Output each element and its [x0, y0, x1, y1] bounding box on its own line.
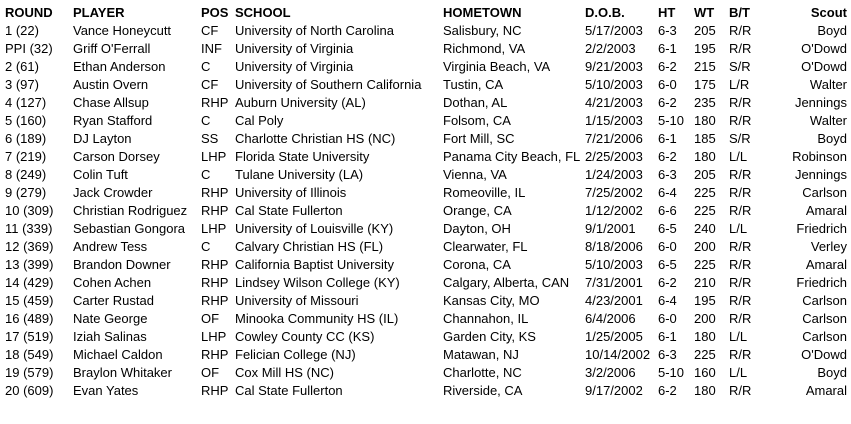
cell-scout: Amaral: [805, 203, 847, 218]
cell-school: Felician College (NJ): [235, 347, 356, 362]
cell-hometown: Salisbury, NC: [443, 23, 522, 38]
cell-ht: 6-5: [658, 257, 677, 272]
cell-player: Chase Allsup: [73, 95, 149, 110]
table-row: [5, 292, 847, 310]
cell-bt: L/L: [729, 365, 748, 380]
cell-dob: 9/21/2003: [585, 59, 643, 74]
cell-dob: 1/24/2003: [585, 167, 643, 182]
cell-dob: 1/15/2003: [585, 113, 643, 128]
cell-dob: 7/25/2002: [585, 185, 643, 200]
cell-wt: 195: [694, 293, 716, 308]
cell-ht: 6-3: [658, 347, 677, 362]
cell-ht: 6-3: [658, 167, 677, 182]
cell-pos: CF: [201, 77, 219, 92]
table-row: [5, 256, 847, 274]
cell-scout: Boyd: [817, 131, 847, 146]
cell-round: 20 (609): [5, 383, 54, 398]
header-player: PLAYER: [73, 5, 125, 20]
cell-ht: 6-0: [658, 311, 677, 326]
cell-school: University of North Carolina: [235, 23, 394, 38]
cell-bt: R/R: [729, 311, 752, 326]
table-row: [5, 220, 847, 238]
cell-round: 1 (22): [5, 23, 39, 38]
cell-pos: INF: [201, 41, 222, 56]
cell-player: Vance Honeycutt: [73, 23, 172, 38]
cell-ht: 6-3: [658, 23, 677, 38]
cell-scout: Robinson: [792, 149, 847, 164]
cell-ht: 6-2: [658, 59, 677, 74]
cell-scout: Walter: [809, 113, 847, 128]
table-row: [5, 328, 847, 346]
cell-scout: Walter: [809, 77, 847, 92]
cell-wt: 235: [694, 95, 716, 110]
cell-school: Cox Mill HS (NC): [235, 365, 334, 380]
cell-bt: L/L: [729, 149, 748, 164]
cell-pos: RHP: [201, 95, 229, 110]
cell-scout: Boyd: [817, 23, 847, 38]
header-bt: B/T: [729, 5, 750, 20]
cell-round: 16 (489): [5, 311, 54, 326]
cell-hometown: Vienna, VA: [443, 167, 507, 182]
cell-scout: Carlson: [802, 293, 847, 308]
cell-round: 17 (519): [5, 329, 54, 344]
cell-dob: 7/31/2001: [585, 275, 643, 290]
cell-wt: 175: [694, 77, 716, 92]
cell-dob: 5/10/2003: [585, 77, 643, 92]
cell-ht: 6-0: [658, 239, 677, 254]
cell-bt: L/L: [729, 221, 748, 236]
cell-player: Andrew Tess: [73, 239, 148, 254]
cell-dob: 6/4/2006: [585, 311, 636, 326]
cell-player: Colin Tuft: [73, 167, 128, 182]
cell-dob: 7/21/2006: [585, 131, 643, 146]
table-row: [5, 382, 847, 400]
header-hometown: HOMETOWN: [443, 5, 522, 20]
cell-round: 14 (429): [5, 275, 54, 290]
cell-dob: 5/17/2003: [585, 23, 643, 38]
cell-bt: L/R: [729, 77, 750, 92]
cell-hometown: Kansas City, MO: [443, 293, 540, 308]
cell-scout: Boyd: [817, 365, 847, 380]
cell-pos: RHP: [201, 275, 229, 290]
cell-scout: Friedrich: [796, 275, 847, 290]
table-row: [5, 40, 847, 58]
cell-school: Tulane University (LA): [235, 167, 364, 182]
cell-pos: C: [201, 113, 211, 128]
header-scout: Scout: [810, 5, 847, 20]
cell-bt: R/R: [729, 185, 752, 200]
cell-pos: C: [201, 239, 211, 254]
cell-ht: 6-4: [658, 293, 677, 308]
table-row: [5, 94, 847, 112]
cell-dob: 1/12/2002: [585, 203, 643, 218]
cell-player: Sebastian Gongora: [73, 221, 186, 236]
cell-round: 2 (61): [5, 59, 39, 74]
cell-round: 11 (339): [5, 221, 53, 236]
cell-pos: RHP: [201, 383, 229, 398]
cell-player: Griff O'Ferrall: [73, 41, 151, 56]
cell-hometown: Channahon, IL: [443, 311, 529, 326]
cell-wt: 205: [694, 167, 716, 182]
cell-ht: 5-10: [658, 365, 685, 380]
cell-school: University of Southern California: [235, 77, 422, 92]
cell-hometown: Clearwater, FL: [443, 239, 528, 254]
cell-bt: R/R: [729, 41, 752, 56]
cell-scout: Carlson: [802, 185, 847, 200]
cell-dob: 8/18/2006: [585, 239, 643, 254]
header-dob: D.O.B.: [585, 5, 625, 20]
cell-wt: 195: [694, 41, 716, 56]
cell-scout: O'Dowd: [801, 59, 847, 74]
cell-dob: 4/23/2001: [585, 293, 643, 308]
cell-hometown: Tustin, CA: [443, 77, 504, 92]
table-row: [5, 22, 847, 40]
cell-scout: O'Dowd: [801, 41, 847, 56]
cell-bt: R/R: [729, 383, 752, 398]
table-row: [5, 202, 847, 220]
cell-scout: Amaral: [805, 257, 847, 272]
cell-scout: Jennings: [794, 167, 847, 182]
cell-wt: 180: [694, 113, 716, 128]
cell-school: Florida State University: [235, 149, 370, 164]
cell-school: Cowley County CC (KS): [235, 329, 375, 344]
cell-wt: 185: [694, 131, 716, 146]
cell-hometown: Romeoville, IL: [443, 185, 526, 200]
table-row: [5, 76, 847, 94]
cell-school: Charlotte Christian HS (NC): [235, 131, 396, 146]
cell-school: University of Illinois: [235, 185, 347, 200]
cell-scout: Carlson: [802, 329, 847, 344]
cell-school: California Baptist University: [235, 257, 394, 272]
cell-wt: 210: [694, 275, 716, 290]
cell-pos: OF: [201, 311, 220, 326]
cell-pos: LHP: [201, 329, 227, 344]
table-row: [5, 274, 847, 292]
cell-player: Braylon Whitaker: [73, 365, 172, 380]
cell-pos: RHP: [201, 347, 229, 362]
table-row: [5, 166, 847, 184]
cell-dob: 9/17/2002: [585, 383, 643, 398]
cell-round: 12 (369): [5, 239, 54, 254]
cell-bt: R/R: [729, 23, 752, 38]
cell-ht: 6-2: [658, 149, 677, 164]
cell-ht: 6-2: [658, 95, 677, 110]
cell-hometown: Riverside, CA: [443, 383, 523, 398]
cell-ht: 6-2: [658, 275, 677, 290]
cell-wt: 215: [694, 59, 716, 74]
cell-bt: R/R: [729, 275, 752, 290]
header-round: ROUND: [5, 5, 53, 20]
cell-player: Christian Rodriguez: [73, 203, 188, 218]
cell-round: 10 (309): [5, 203, 54, 218]
cell-hometown: Charlotte, NC: [443, 365, 522, 380]
cell-wt: 205: [694, 23, 716, 38]
cell-school: University of Virginia: [235, 41, 354, 56]
cell-pos: RHP: [201, 257, 229, 272]
cell-wt: 240: [694, 221, 716, 236]
table-row: [5, 184, 847, 202]
header-school: SCHOOL: [235, 5, 291, 20]
cell-round: 8 (249): [5, 167, 47, 182]
cell-ht: 6-5: [658, 221, 677, 236]
cell-player: Cohen Achen: [73, 275, 152, 290]
cell-pos: LHP: [201, 221, 227, 236]
cell-player: Ethan Anderson: [73, 59, 166, 74]
cell-ht: 6-1: [658, 41, 677, 56]
cell-bt: S/R: [729, 59, 751, 74]
cell-ht: 6-6: [658, 203, 677, 218]
cell-round: 3 (97): [5, 77, 39, 92]
cell-hometown: Calgary, Alberta, CAN: [443, 275, 570, 290]
cell-school: Cal State Fullerton: [235, 383, 343, 398]
header-pos: POS: [201, 5, 229, 20]
cell-player: Michael Caldon: [73, 347, 163, 362]
cell-bt: R/R: [729, 293, 752, 308]
cell-scout: Carlson: [802, 311, 847, 326]
cell-hometown: Orange, CA: [443, 203, 512, 218]
cell-player: Nate George: [73, 311, 148, 326]
cell-ht: 6-1: [658, 329, 677, 344]
cell-bt: S/R: [729, 131, 751, 146]
cell-bt: R/R: [729, 239, 752, 254]
cell-round: 19 (579): [5, 365, 54, 380]
header-wt: WT: [694, 5, 715, 20]
cell-hometown: Dothan, AL: [443, 95, 508, 110]
cell-wt: 225: [694, 257, 716, 272]
cell-scout: O'Dowd: [801, 347, 847, 362]
cell-round: PPI (32): [5, 41, 53, 56]
cell-pos: SS: [201, 131, 219, 146]
cell-hometown: Folsom, CA: [443, 113, 511, 128]
cell-wt: 180: [694, 149, 716, 164]
header-ht: HT: [658, 5, 676, 20]
cell-wt: 225: [694, 185, 716, 200]
cell-hometown: Virginia Beach, VA: [443, 59, 551, 74]
cell-pos: RHP: [201, 293, 229, 308]
cell-round: 7 (219): [5, 149, 47, 164]
cell-bt: R/R: [729, 113, 752, 128]
cell-dob: 10/14/2002: [585, 347, 651, 362]
cell-hometown: Fort Mill, SC: [443, 131, 515, 146]
table-row: [5, 130, 847, 148]
cell-dob: 2/25/2003: [585, 149, 643, 164]
cell-wt: 180: [694, 329, 716, 344]
cell-bt: L/L: [729, 329, 748, 344]
cell-school: University of Louisville (KY): [235, 221, 394, 236]
cell-round: 4 (127): [5, 95, 47, 110]
cell-bt: R/R: [729, 95, 752, 110]
cell-round: 9 (279): [5, 185, 47, 200]
cell-school: University of Virginia: [235, 59, 354, 74]
cell-pos: C: [201, 59, 211, 74]
cell-dob: 9/1/2001: [585, 221, 636, 236]
cell-round: 15 (459): [5, 293, 54, 308]
cell-school: Auburn University (AL): [235, 95, 366, 110]
cell-wt: 160: [694, 365, 716, 380]
cell-player: Carson Dorsey: [73, 149, 160, 164]
cell-ht: 6-1: [658, 131, 677, 146]
header-row: [5, 4, 847, 22]
cell-player: Brandon Downer: [73, 257, 171, 272]
table-row: [5, 238, 847, 256]
cell-hometown: Dayton, OH: [443, 221, 511, 236]
cell-dob: 3/2/2006: [585, 365, 636, 380]
table-row: [5, 310, 847, 328]
cell-hometown: Garden City, KS: [443, 329, 536, 344]
cell-pos: CF: [201, 23, 219, 38]
cell-round: 5 (160): [5, 113, 47, 128]
cell-ht: 6-0: [658, 77, 677, 92]
cell-wt: 225: [694, 203, 716, 218]
cell-scout: Amaral: [805, 383, 847, 398]
table-row: [5, 58, 847, 76]
cell-player: Ryan Stafford: [73, 113, 153, 128]
cell-player: DJ Layton: [73, 131, 132, 146]
cell-round: 6 (189): [5, 131, 47, 146]
cell-hometown: Corona, CA: [443, 257, 511, 272]
cell-pos: OF: [201, 365, 220, 380]
cell-hometown: Richmond, VA: [443, 41, 526, 56]
table-row: [5, 148, 847, 166]
cell-dob: 1/25/2005: [585, 329, 643, 344]
draft-picks-table: [5, 4, 847, 400]
table-row: [5, 364, 847, 382]
cell-hometown: Matawan, NJ: [443, 347, 519, 362]
cell-ht: 6-2: [658, 383, 677, 398]
cell-scout: Jennings: [794, 95, 847, 110]
cell-player: Jack Crowder: [73, 185, 153, 200]
cell-pos: RHP: [201, 203, 229, 218]
cell-player: Carter Rustad: [73, 293, 154, 308]
cell-round: 13 (399): [5, 257, 54, 272]
cell-ht: 6-4: [658, 185, 677, 200]
cell-school: Cal Poly: [235, 113, 284, 128]
cell-bt: R/R: [729, 347, 752, 362]
cell-player: Iziah Salinas: [73, 329, 147, 344]
cell-player: Evan Yates: [73, 383, 139, 398]
cell-school: University of Missouri: [235, 293, 359, 308]
cell-pos: RHP: [201, 185, 229, 200]
cell-pos: LHP: [201, 149, 227, 164]
cell-school: Calvary Christian HS (FL): [235, 239, 384, 254]
cell-bt: R/R: [729, 203, 752, 218]
cell-school: Lindsey Wilson College (KY): [235, 275, 400, 290]
cell-bt: R/R: [729, 167, 752, 182]
cell-round: 18 (549): [5, 347, 54, 362]
cell-school: Cal State Fullerton: [235, 203, 343, 218]
cell-wt: 180: [694, 383, 716, 398]
cell-wt: 200: [694, 239, 716, 254]
cell-scout: Verley: [810, 239, 847, 254]
cell-dob: 2/2/2003: [585, 41, 636, 56]
cell-player: Austin Overn: [73, 77, 149, 92]
cell-bt: R/R: [729, 257, 752, 272]
cell-ht: 5-10: [658, 113, 685, 128]
cell-dob: 5/10/2003: [585, 257, 643, 272]
cell-hometown: Panama City Beach, FL: [443, 149, 581, 164]
cell-wt: 200: [694, 311, 716, 326]
cell-wt: 225: [694, 347, 716, 362]
table-row: [5, 346, 847, 364]
cell-pos: C: [201, 167, 211, 182]
cell-scout: Friedrich: [796, 221, 847, 236]
cell-school: Minooka Community HS (IL): [235, 311, 399, 326]
table-row: [5, 112, 847, 130]
cell-dob: 4/21/2003: [585, 95, 643, 110]
